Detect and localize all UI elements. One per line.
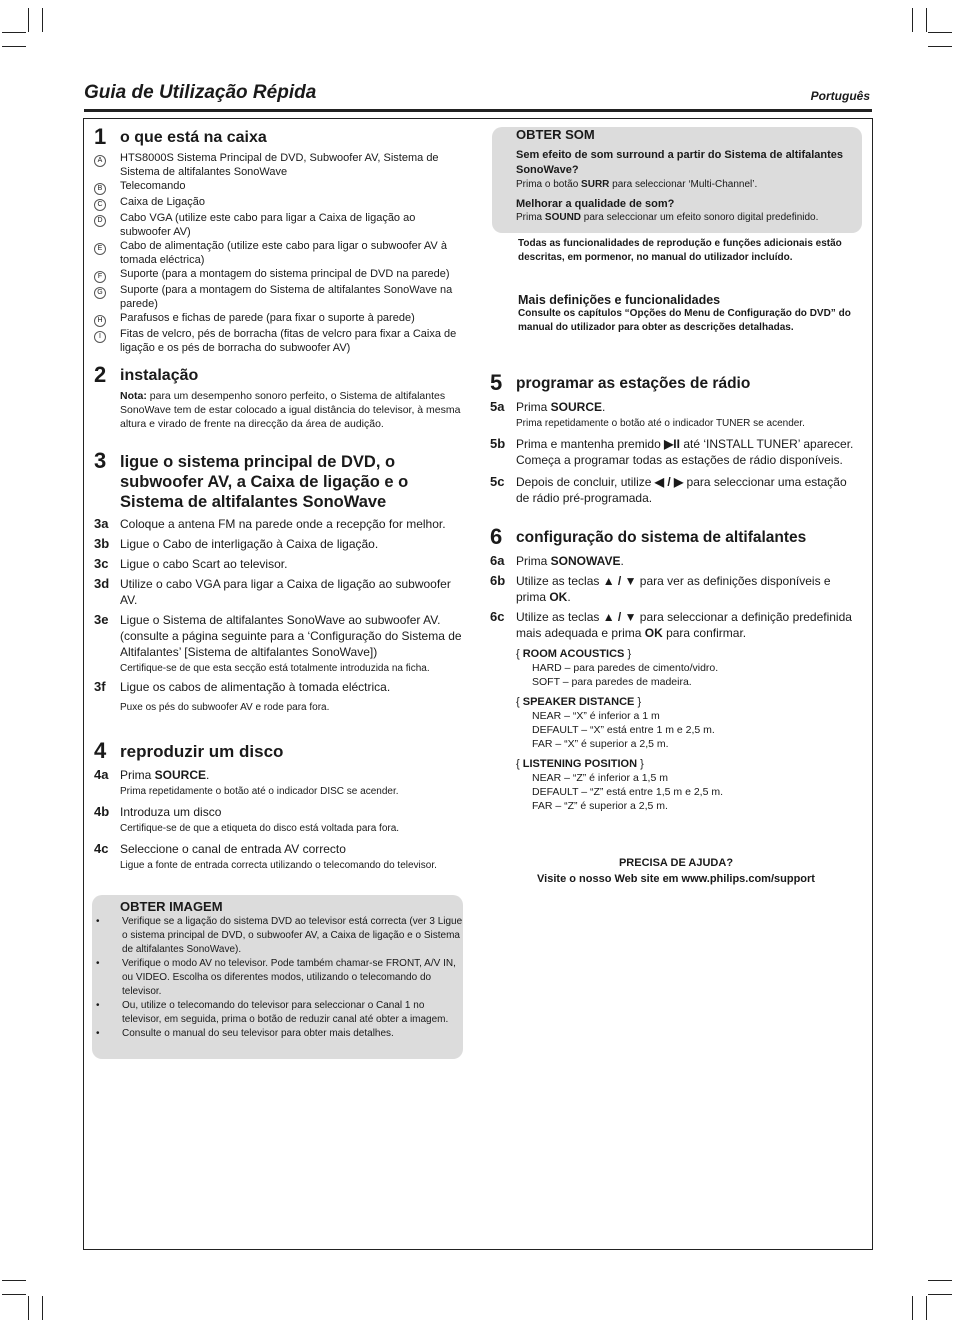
step-text: Utilize as teclas ▲ / ▼ para ver as definições disponíveis e prima OK.: [516, 574, 831, 604]
item-letter: E: [94, 239, 120, 267]
crop-mark: [926, 1296, 927, 1320]
bullet-text: Verifique o modo AV no televisor. Pode também chamar-se FRONT, A/V IN, ou VIDEO. Escolha os diferentes modos, utilizando o telecomando do televisor.: [122, 958, 456, 997]
item-text: Telecomando: [120, 180, 186, 192]
help-block: [490, 855, 862, 887]
content-frame: [83, 118, 873, 1250]
box-item: [94, 283, 464, 311]
step-text: Prima SOURCE.: [516, 400, 606, 414]
section-number: 1: [94, 124, 107, 149]
step-text: Utilize as teclas ▲ / ▼ para seleccionar a definição predefinida mais adequada e prima OK para confirmar.: [516, 610, 852, 640]
item-text: Suporte (para a montagem do sistema principal de DVD na parede): [120, 268, 450, 280]
section-title: instalação: [120, 367, 199, 384]
page-title: Guia de Utilização Répida: [84, 82, 317, 103]
left-right-arrows-icon: ◀ / ▶: [654, 475, 684, 489]
crop-mark: [28, 8, 29, 32]
step-text: Introduza um disco: [120, 805, 222, 819]
section-number: 5: [490, 370, 503, 395]
crop-mark: [2, 1294, 26, 1295]
crop-mark: [912, 1296, 913, 1320]
item-letter: F: [94, 267, 120, 283]
option-value: HARD – para paredes de cimento/vidro.: [532, 662, 719, 674]
bullet-text: Verifique se a ligação do sistema DVD ao televisor está correcta (ver 3 Ligue o sistema principal de DVD, o subwoofer AV, a Caixa de ligação e o Sistema de altifalantes SonoWave).: [122, 916, 463, 955]
section-title: programar as estações de rádio: [516, 375, 751, 392]
section-title: reproduzir um disco: [120, 742, 284, 761]
section-radio: 5 programar as estações de rádio 5a Prima SOURCE. Prima repetidamente o botão até o indicador TUNER se acender. 5b Prima e mantenha premido ▶II até ‘INSTALL TUNER’ aparecer. Começa a programar todas as estações de rádio disponíveis. 5c Depois de concluir, utilize ◀ / ▶ para seleccionar uma estação de rádio pré-programada.: [490, 371, 860, 506]
section-number: 2: [94, 362, 107, 387]
installation-note: Nota: para um desempenho sonoro perfeito, o Sistema de altifalantes SonoWave tem de estar colocado a igual distância do televisor, à mesma altura e virado de frente na direcção da área de audição.: [120, 390, 461, 430]
item-letter: G: [94, 283, 120, 311]
item-text: Parafusos e fichas de parede (para fixar o suporte à parede): [120, 312, 415, 324]
step-text: Ligue o Cabo de interligação à Caixa de ligação.: [120, 537, 379, 551]
help-title: PRECISA DE AJUDA?: [618, 857, 734, 869]
section-title: o que está na caixa: [120, 129, 267, 146]
step-text: Prima SOURCE.: [120, 768, 210, 782]
crop-mark: [928, 1280, 952, 1281]
option-value: FAR – “Z” é superior a 2,5 m.: [532, 800, 668, 812]
option-value: FAR – “X” é superior a 2,5 m.: [532, 738, 669, 750]
step-note: Certifique-se de que esta secção está totalmente introduzida na ficha.: [120, 663, 430, 674]
up-down-arrows-icon: ▲ / ▼: [602, 574, 637, 588]
box-item: [94, 179, 464, 195]
step-text: Ligue os cabos de alimentação à tomada eléctrica.: [120, 680, 391, 694]
section-number: 3: [94, 448, 107, 473]
step-text: Seleccione o canal de entrada AV correcto: [120, 842, 346, 856]
crop-mark: [928, 46, 952, 47]
step-text: Depois de concluir, utilize ◀ / ▶ para seleccionar uma estação de rádio pré-programada.: [516, 475, 847, 505]
info-text: Todas as funcionalidades de reprodução e funções adicionais estão descritas, em pormenor, no manual do utilizador incluído.: [518, 238, 842, 263]
step-text: Prima SONOWAVE.: [516, 554, 624, 568]
header-rule: [84, 109, 872, 112]
item-letter: C: [94, 195, 120, 211]
crop-mark: [2, 46, 26, 47]
item-text: Suporte (para a montagem do Sistema de altifalantes SonoWave na parede): [120, 284, 453, 310]
help-link: Visite o nosso Web site em www.philips.com/support: [537, 873, 815, 885]
crop-mark: [42, 8, 43, 32]
option-value: SOFT – para paredes de madeira.: [532, 676, 692, 688]
box-item: [94, 195, 464, 211]
step-note: Puxe os pés do subwoofer AV e rode para fora.: [120, 702, 330, 713]
step-text: Ligue o Sistema de altifalantes SonoWave ao subwoofer AV. (consulte a página seguinte para a ‘Configuração do Sistema de Altifalantes’ [Sistema de altifalantes SonoWave]): [120, 613, 462, 659]
play-pause-icon: ▶II: [664, 437, 680, 451]
section-play-disc: 4 reproduzir um disco 4a Prima SOURCE. Prima repetidamente o botão até o indicador DISC se acender. 4b Introduza um disco Certifique-se de que a etiqueta do disco está voltada para fora. 4c Seleccione o canal de entrada AV correcto Ligue a fonte de entrada correcta utilizando o telecomando do televisor.: [94, 739, 464, 872]
step-note: Ligue a fonte de entrada correcta utilizando o telecomando do televisor.: [120, 860, 437, 871]
bullet-text: Ou, utilize o telecomando do televisor para seleccionar o Canal 1 no televisor, em seguida, prima o botão de reduzir canal até obter a imagem.: [122, 1000, 449, 1025]
bullet-text: Consulte o manual do seu televisor para obter mais detalhes.: [122, 1028, 394, 1039]
section-connect: 3 ligue o sistema principal de DVD, o subwoofer AV, a Caixa de ligação e o Sistema de altifalantes SonoWave 3a Coloque a antena FM na parede onde a recepção for melhor. 3b Ligue o Cabo de interligação à Caixa de ligação. 3c Ligue o cabo Scart ao televisor. 3d Utilize o cabo VGA para ligar a Caixa de ligação ao subwoofer AV. 3e Ligue o Sistema de altifalantes SonoWave ao subwoofer AV. (consulte a página seguinte para a ‘Configuração do Sistema de Altifalantes’ [Sistema de altifalantes SonoWave]) Certifique-se de que esta secção está totalmente introduzida na ficha. 3f Ligue os cabos de alimentação à tomada eléctrica. Puxe os pés do subwoofer AV e rode para fora.: [94, 449, 464, 714]
box-item: [94, 311, 464, 327]
step-text: Prima e mantenha premido ▶II até ‘INSTALL TUNER’ aparecer. Começa a programar todas as estações de rádio disponíveis.: [516, 437, 854, 467]
section-installation: [94, 363, 464, 431]
section-title: ligue o sistema principal de DVD, o subwoofer AV, a Caixa de ligação e o Sistema de altifalantes SonoWave: [120, 453, 409, 511]
box-item: [94, 151, 464, 179]
item-text: Cabo VGA (utilize este cabo para ligar a Caixa de ligação ao subwoofer AV): [120, 212, 416, 238]
get-sound-box: [492, 127, 862, 233]
option-group-name: { LISTENING POSITION }: [516, 758, 644, 770]
more-text: Consulte os capítulos “Opções do Menu de Configuração do DVD” do manual do utilizador para obter as descrições detalhadas.: [518, 308, 851, 333]
up-down-arrows-icon: ▲ / ▼: [602, 610, 637, 624]
section-speaker-setup: 6 configuração do sistema de altifalantes 6a Prima SONOWAVE. 6b Utilize as teclas ▲ / ▼ para ver as definições disponíveis e prima OK. 6c Utilize as teclas ▲ / ▼ para seleccionar a definição predefinida mais adequada e prima OK para confirmar. { ROOM ACOUSTICS } HARD – para paredes de cimento/vidro. SOFT – para paredes de madeira. { SPEAKER DISTANCE } NEAR – “X” é inferior a 1 m DEFAULT – “X” está entre 1 m e 2,5 m. FAR – “X” é superior a 2,5 m. { LISTENING POSITION } NEAR – “Z” é inferior a 1,5 m DEFAULT – “Z” está entre 1,5 m e 2,5 m. FAR – “Z” é superior a 2,5 m.: [490, 525, 860, 813]
language-label: Português: [810, 89, 870, 103]
crop-mark: [928, 1294, 952, 1295]
crop-mark: [28, 1296, 29, 1320]
item-letter: D: [94, 211, 120, 239]
more-settings: [518, 293, 858, 335]
crop-mark: [926, 8, 927, 32]
step-text: Ligue o cabo Scart ao televisor.: [120, 557, 288, 571]
section-number: 6: [490, 524, 503, 549]
item-text: Caixa de Ligação: [120, 196, 206, 208]
option-group-name: { ROOM ACOUSTICS }: [516, 648, 632, 660]
section-box-contents: [94, 125, 464, 355]
option-group-name: { SPEAKER DISTANCE }: [516, 696, 642, 708]
sound-answer: Prima SOUND para seleccionar um efeito sonoro digital predefinido.: [516, 212, 819, 223]
box-item: [94, 267, 464, 283]
option-value: NEAR – “X” é inferior a 1 m: [532, 710, 660, 722]
crop-mark: [2, 1280, 26, 1281]
step-note: Prima repetidamente o botão até o indicador TUNER se acender.: [516, 418, 805, 429]
option-value: DEFAULT – “Z” está entre 1,5 m e 2,5 m.: [532, 786, 724, 798]
item-letter: A: [94, 151, 120, 179]
box-item: [94, 239, 464, 267]
item-letter: B: [94, 179, 120, 195]
item-text: HTS8000S Sistema Principal de DVD, Subwoofer AV, Sistema de Sistema de altifalantes SonoWave: [120, 152, 439, 178]
sound-question: Melhorar a qualidade de som?: [516, 198, 675, 210]
item-letter: H: [94, 311, 120, 327]
option-value: DEFAULT – “X” está entre 1 m e 2,5 m.: [532, 724, 715, 736]
option-value: NEAR – “Z” é inferior a 1,5 m: [532, 772, 668, 784]
box-title: OBTER SOM: [516, 127, 595, 142]
section-number: 4: [94, 738, 107, 763]
get-picture-box: OBTER IMAGEM • Verifique se a ligação do sistema DVD ao televisor está correcta (ver 3 Ligue o sistema principal de DVD, o subwoofer AV, a Caixa de ligação e o Sistema de altifalantes SonoWave). • Verifique o modo AV no televisor. Pode também chamar-se FRONT, A/V IN, ou VIDEO. Escolha os diferentes modos, utilizando o telecomando do televisor. • Ou, utilize o telecomando do televisor para seleccionar o Canal 1 no televisor, em seguida, prima o botão de reduzir canal até obter a imagem. • Consulte o manual do seu televisor para obter mais detalhes.: [92, 895, 463, 1059]
step-note: Prima repetidamente o botão até o indicador DISC se acender.: [120, 786, 399, 797]
section-title: configuração do sistema de altifalantes: [516, 529, 807, 546]
step-note: Certifique-se de que a etiqueta do disco está voltada para fora.: [120, 823, 400, 834]
item-text: Cabo de alimentação (utilize este cabo para ligar o subwoofer AV à tomada eléctrica): [120, 240, 447, 266]
box-item: [94, 327, 464, 355]
crop-mark: [912, 8, 913, 32]
step-text: Utilize o cabo VGA para ligar a Caixa de ligação ao subwoofer AV.: [120, 577, 451, 607]
more-title: Mais definições e funcionalidades: [518, 293, 721, 307]
sound-answer: Prima o botão SURR para seleccionar ‘Multi-Channel’.: [516, 179, 758, 190]
item-letter: I: [94, 327, 120, 355]
box-title: OBTER IMAGEM: [120, 899, 223, 914]
crop-mark: [42, 1296, 43, 1320]
item-text: Fitas de velcro, pés de borracha (fitas de velcro para fixar a Caixa de ligação e os pés de borracha do subwoofer AV): [120, 328, 457, 354]
step-text: Coloque a antena FM na parede onde a recepção for melhor.: [120, 517, 446, 531]
crop-mark: [928, 32, 952, 33]
crop-mark: [2, 32, 26, 33]
sound-question: Sem efeito de som surround a partir do Sistema de altifalantes SonoWave?: [516, 149, 844, 176]
box-item: [94, 211, 464, 239]
